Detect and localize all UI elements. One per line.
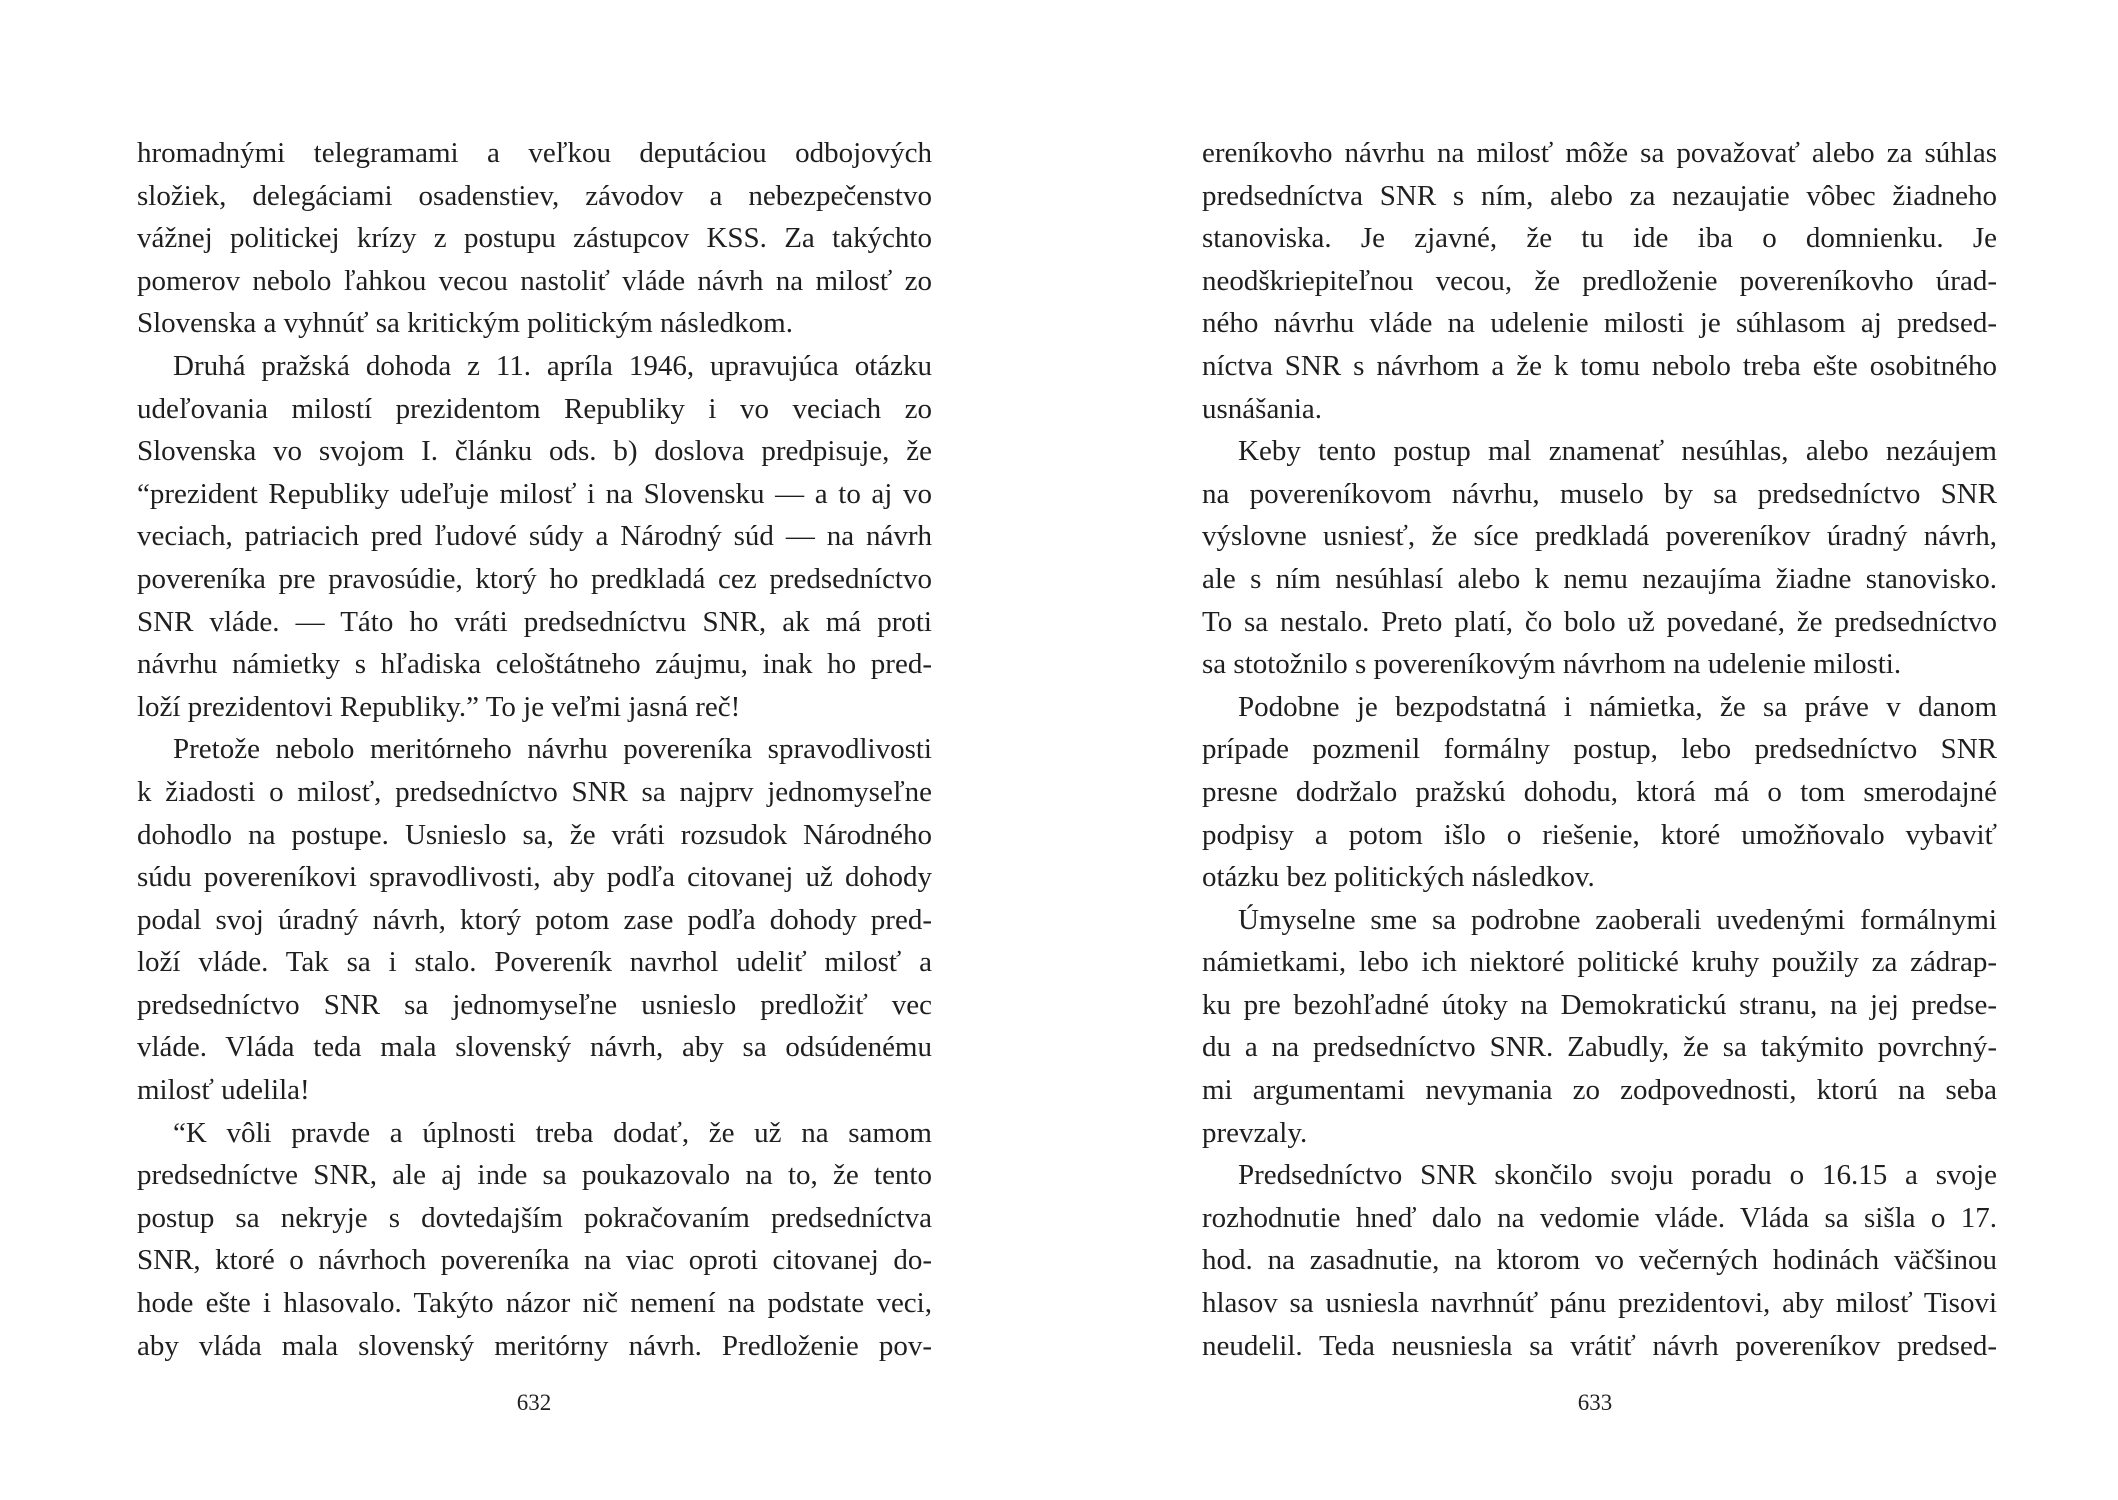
text-line: prevzaly. [1202, 1116, 1308, 1149]
text-line: na povereníkovom návrhu, muselo by sa predsedníctvo SNR [1202, 477, 1997, 510]
text-line: ku pre bezohľadné útoky na Demokratickú stranu, na jej predse- [1202, 988, 1997, 1021]
left-page-body [137, 132, 932, 1367]
text-line: loží vláde. Tak sa i stalo. Povereník navrhol udeliť milosť a [137, 946, 932, 979]
text-line: rozhodnutie hneď dalo na vedomie vláde. Vláda sa sišla o 17. [1202, 1201, 1997, 1234]
text-line: “prezident Republiky udeľuje milosť i na Slovensku — a to aj vo [137, 477, 932, 510]
text-line: mi argumentami nevymania zo zodpovednosti, ktorú na seba [1202, 1074, 1997, 1107]
text-line: hlasov sa usniesla navrhnúť pánu prezidentovi, aby milosť Tisovi [1202, 1287, 1997, 1320]
text-line: To sa nestalo. Preto platí, čo bolo už povedané, že predsedníctvo [1202, 605, 1997, 638]
text-line: hod. na zasadnutie, na ktorom vo večerných hodinách väčšinou [1202, 1244, 1997, 1277]
text-line: milosť udelila! [137, 1074, 310, 1107]
text-line: veciach, patriacich pred ľudové súdy a Národný súd — na návrh [137, 520, 932, 553]
text-line: ereníkovho návrhu na milosť môže sa považovať alebo za súhlas [1202, 137, 1997, 169]
text-line: složiek, delegáciami osadenstiev, závodov a nebezpečenstvo [137, 179, 932, 212]
text-line: podpisy a potom išlo o riešenie, ktoré umožňovalo vybaviť [1202, 818, 1997, 851]
text-line: postup sa nekryje s dovtedajším pokračovaním predsedníctva [137, 1201, 932, 1234]
text-line: návrhu námietky s hľadiska celoštátneho záujmu, inak ho pred- [137, 648, 932, 681]
text-line: ného návrhu vláde na udelenie milosti je súhlasom aj predsed- [1202, 307, 1997, 340]
right-page [1059, 0, 2118, 1500]
text-line: Slovenska a vyhnúť sa kritickým politickým následkom. [137, 307, 793, 340]
text-line: hode ešte i hlasovalo. Takýto názor nič nemení na podstate veci, [137, 1287, 932, 1320]
text-line: k žiadosti o milosť, predsedníctvo SNR sa najprv jednomyseľne [137, 775, 932, 808]
text-line: námietkami, lebo ich niektoré politické kruhy použily za zádrap- [1202, 946, 1997, 979]
text-line: povereníka pre pravosúdie, ktorý ho predkladá cez predsedníctvo [137, 562, 932, 595]
text-line: Pretože nebolo meritórneho návrhu povereníka spravodlivosti [173, 733, 932, 766]
text-line: pomerov nebolo ľahkou vecou nastoliť vláde návrh na milosť zo [137, 264, 932, 297]
text-line: loží prezidentovi Republiky.” To je veľmi jasná reč! [137, 690, 741, 723]
text-line: Úmyselne sme sa podrobne zaoberali uvedenými formálnymi [1238, 903, 1997, 936]
text-line: Keby tento postup mal znamenať nesúhlas, alebo nezáujem [1238, 435, 1997, 468]
text-line: prípade pozmenil formálny postup, lebo predsedníctvo SNR [1202, 733, 1997, 766]
text-line: neudelil. Teda neusniesla sa vrátiť návrh povereníkov predsed- [1202, 1329, 1997, 1362]
text-line: neodškriepiteľnou vecou, že predloženie povereníkovho úrad- [1202, 264, 1997, 297]
text-line: stanoviska. Je zjavné, že tu ide iba o domnienku. Je [1202, 222, 1997, 255]
text-line: predsedníctvo SNR sa jednomyseľne usnieslo predložiť vec [137, 988, 932, 1021]
text-line: ale s ním nesúhlasí alebo k nemu nezaujíma žiadne stanovisko. [1202, 562, 1997, 595]
right-page-number: 633 [1577, 1390, 1613, 1415]
text-line: SNR, ktoré o návrhoch povereníka na viac oproti citovanej do- [137, 1244, 932, 1277]
text-line: Predsedníctvo SNR skončilo svoju poradu o 16.15 a svoje [1238, 1159, 1997, 1192]
text-line: výslovne usniesť, že síce predkladá povereníkov úradný návrh, [1202, 520, 1997, 553]
text-line: podal svoj úradný návrh, ktorý potom zase podľa dohody pred- [137, 903, 932, 936]
text-line: Slovenska vo svojom I. článku ods. b) doslova predpisuje, že [137, 435, 932, 468]
text-line: sa stotožnilo s povereníkovým návrhom na udelenie milosti. [1202, 648, 1902, 681]
text-line: Druhá pražská dohoda z 11. apríla 1946, upravujúca otázku [173, 349, 932, 382]
text-line: usnášania. [1202, 392, 1322, 425]
left-page-number: 632 [516, 1390, 552, 1415]
text-line: otázku bez politických následkov. [1202, 861, 1595, 894]
text-line: aby vláda mala slovenský meritórny návrh. Predloženie pov- [137, 1329, 932, 1362]
text-line: predsedníctva SNR s ním, alebo za nezaujatie vôbec žiadneho [1202, 179, 1997, 212]
text-line: presne dodržalo pražskú dohodu, ktorá má o tom smerodajné [1202, 775, 1997, 808]
text-line: Podobne je bezpodstatná i námietka, že sa práve v danom [1238, 690, 1997, 723]
text-line: predsedníctve SNR, ale aj inde sa poukazovalo na to, že tento [137, 1159, 932, 1192]
text-line: du a na predsedníctvo SNR. Zabudly, že sa takýmito povrchný- [1202, 1031, 1997, 1064]
text-line: “K vôli pravde a úplnosti treba dodať, že už na samom [173, 1116, 932, 1149]
text-line: dohodlo na postupe. Usnieslo sa, že vráti rozsudok Národného [137, 818, 932, 851]
right-page-body [1202, 132, 1997, 1367]
text-line: udeľovania milostí prezidentom Republiky i vo veciach zo [137, 392, 932, 425]
text-line: SNR vláde. — Táto ho vráti predsedníctvu SNR, ak má proti [137, 605, 932, 638]
text-line: súdu povereníkovi spravodlivosti, aby podľa citovanej už dohody [137, 861, 932, 894]
text-line: hromadnými telegramami a veľkou deputáciou odbojových [137, 137, 932, 169]
text-line: níctva SNR s návrhom a že k tomu nebolo treba ešte osobitného [1202, 349, 1997, 382]
text-line: vláde. Vláda teda mala slovenský návrh, aby sa odsúdenému [137, 1031, 932, 1064]
text-line: vážnej politickej krízy z postupu zástupcov KSS. Za takýchto [137, 222, 932, 255]
